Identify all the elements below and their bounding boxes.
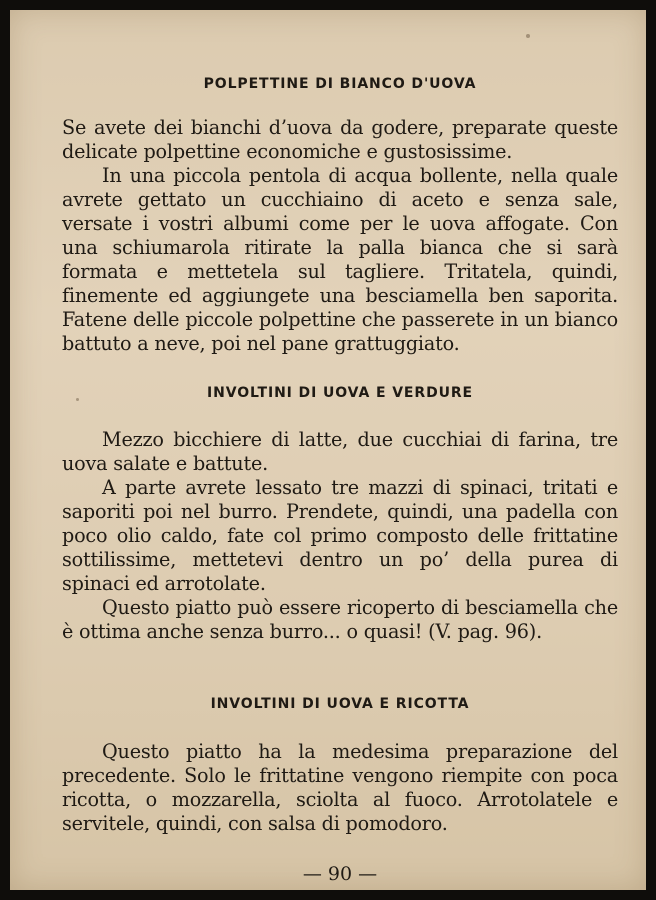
paragraph: Mezzo bicchiere di latte, due cucchiai di farina, tre uova salate e battute. [62, 428, 618, 475]
paragraph: A parte avrete lessato tre mazzi di spinaci, tritati e saporiti poi nel burro. Prendete, quindi, una padella con poco olio caldo, fate col primo composto delle frittatine sottilissime, mettetevi dentro un po’ della purea di spinaci ed arrotolate. [62, 476, 618, 595]
section-title-involtini-verdure: INVOLTINI DI UOVA E VERDURE [206, 385, 474, 401]
page-number: — 90 — [302, 863, 378, 885]
paper-spot [526, 34, 530, 38]
paragraph: Se avete dei bianchi d’uova da godere, preparate queste delicate polpettine economiche e gustosissime. [62, 116, 618, 163]
section-title-involtini-ricotta: INVOLTINI DI UOVA E RICOTTA [210, 696, 470, 712]
paragraph: Questo piatto ha la medesima preparazione del precedente. Solo le frittatine vengono riempite con poca ricotta, o mozzarella, sciolta al fuoco. Arrotolatele e servitele, quindi, con salsa di pomodoro. [62, 740, 618, 835]
section-title-polpettine: POLPETTINE DI BIANCO D'UOVA [203, 76, 477, 92]
paragraph: In una piccola pentola di acqua bollente, nella quale avrete gettato un cucchiaino di aceto e senza sale, versate i vostri albumi come per le uova affogate. Con una schiumarola ritirate la palla bianca che si sarà formata e mettetela sul tagliere. Tritatela, quindi, finemente ed aggiungete una besciamella ben saporita. Fatene delle piccole polpettine che passerete in un bianco battuto a neve, poi nel pane grattuggiato. [62, 164, 618, 355]
paragraph: Questo piatto può essere ricoperto di besciamella che è ottima anche senza burro... o quasi! (V. pag. 96). [62, 596, 618, 643]
book-page [10, 10, 646, 890]
